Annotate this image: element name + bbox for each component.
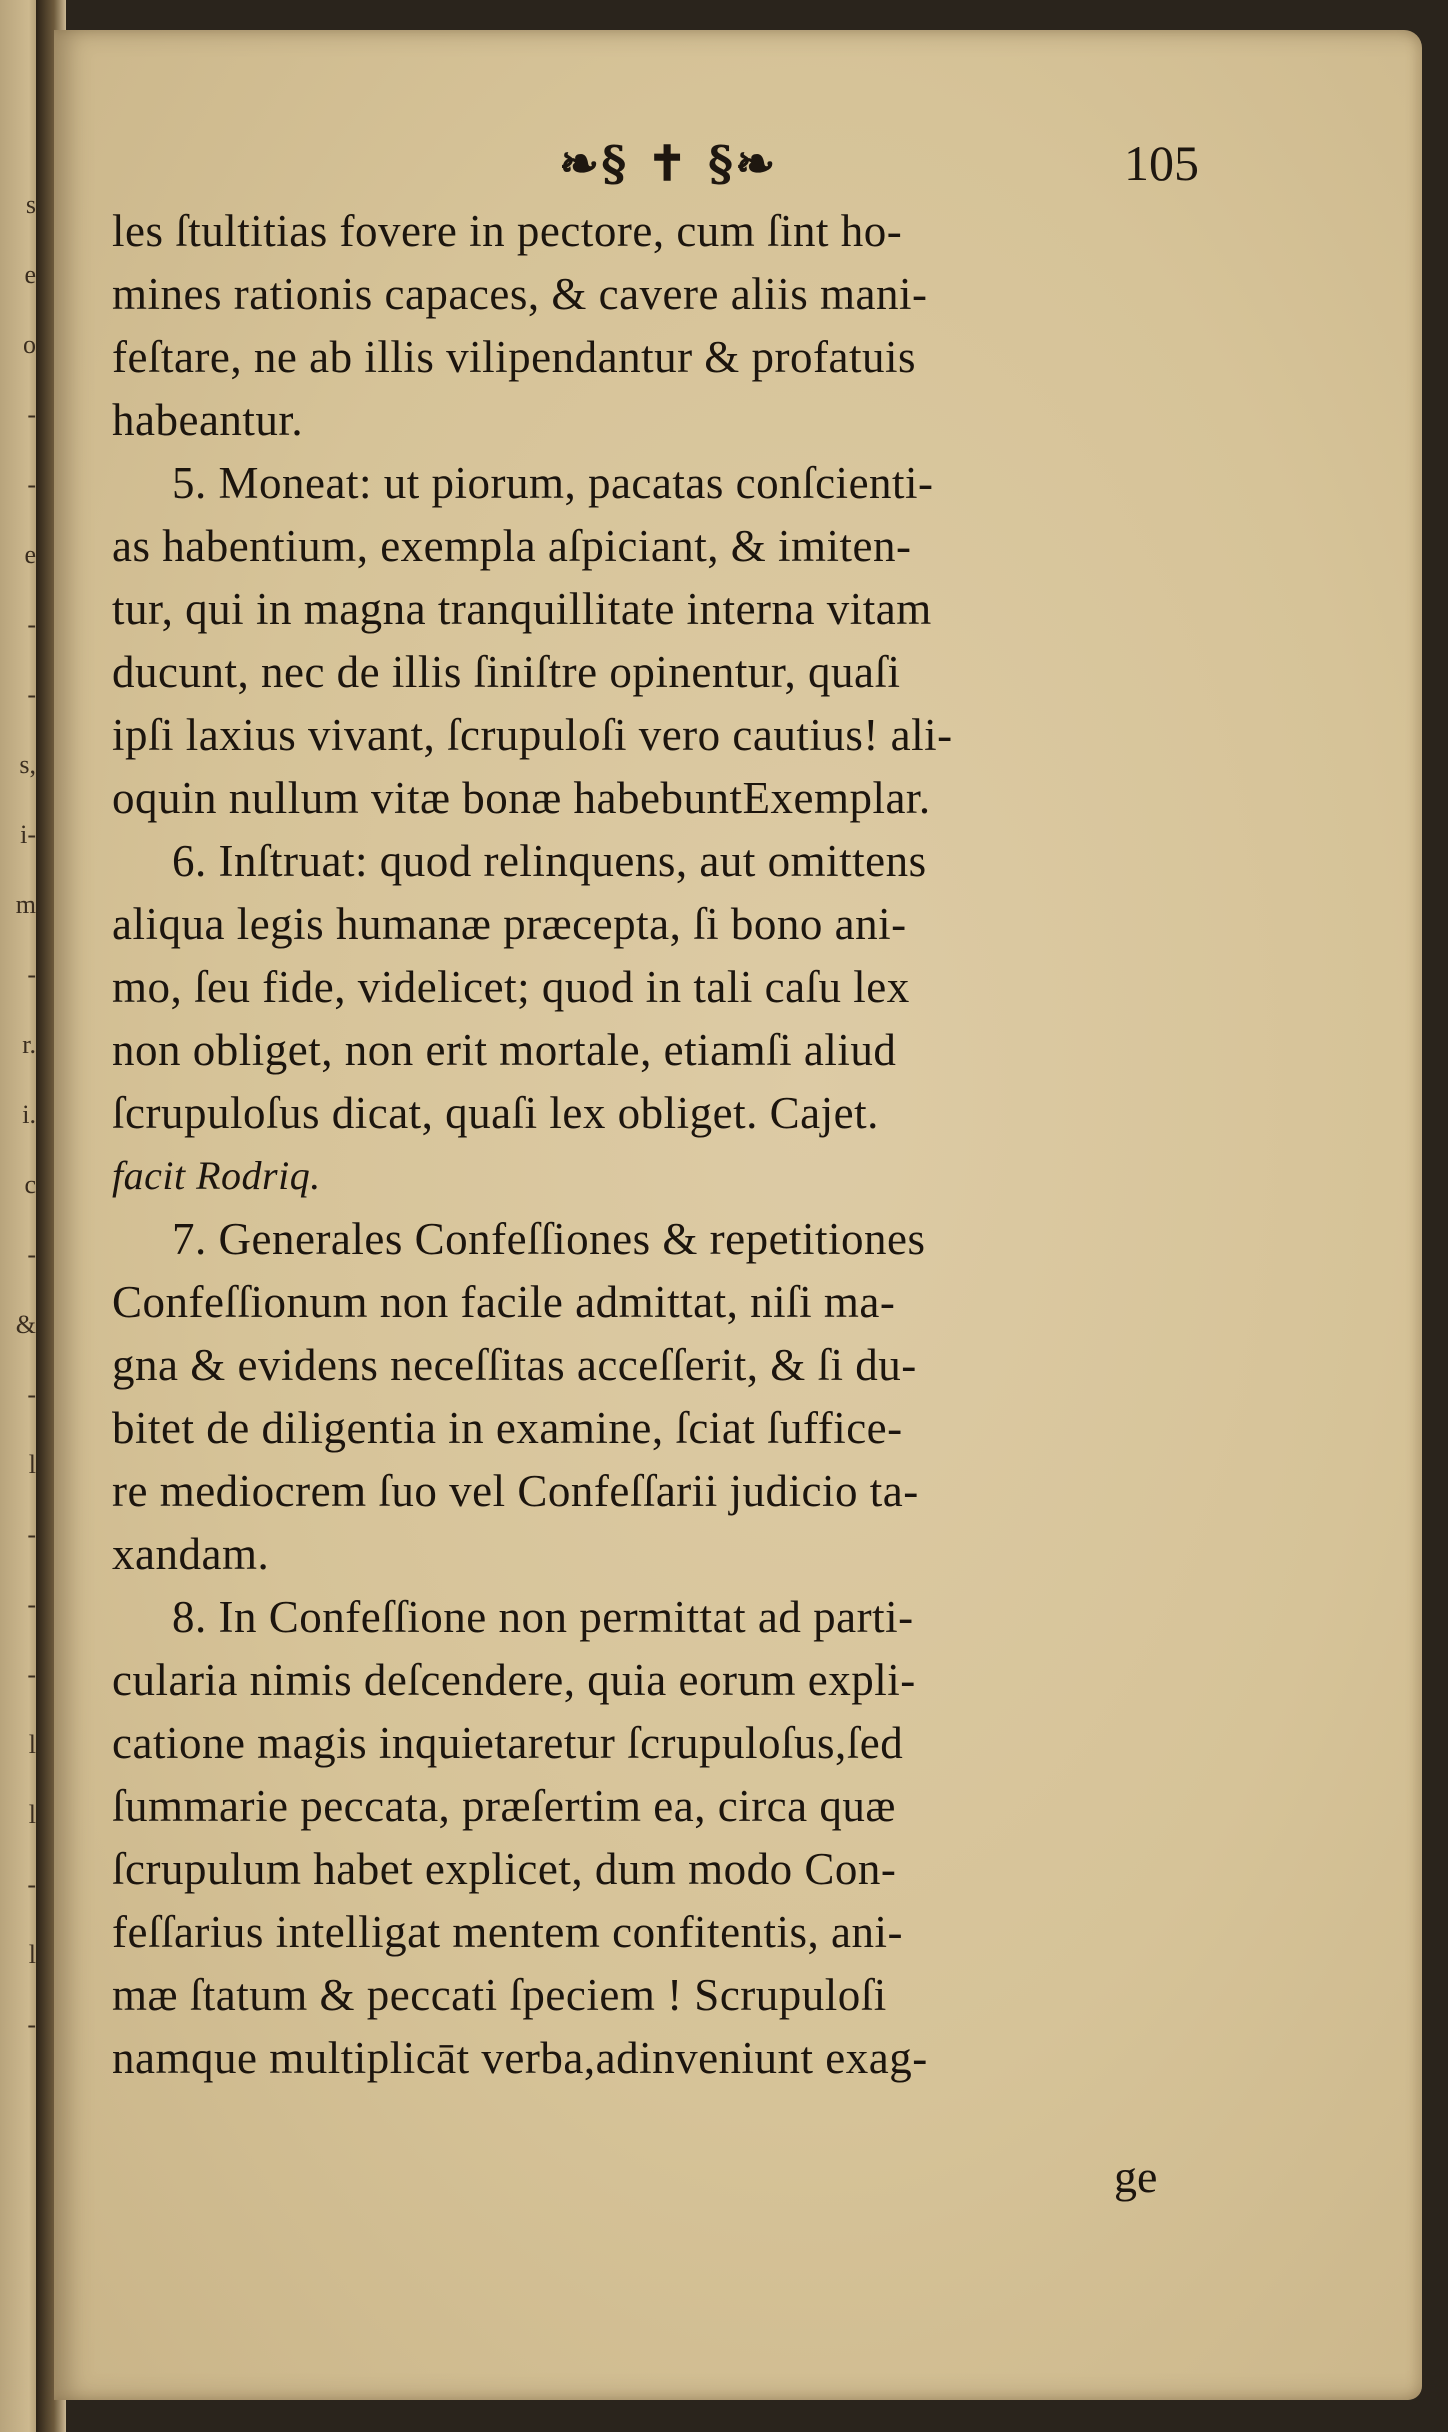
header-ornament: ❧§ ✝ §❧	[559, 136, 778, 192]
text-line: bitet de diligentia in examine, ſciat ſuffice-	[112, 1403, 903, 1453]
left-edge-char: -	[27, 680, 36, 709]
left-edge-char: l	[28, 1730, 36, 1759]
left-page-edge-characters	[0, 190, 40, 2080]
left-edge-char: -	[27, 1870, 36, 1899]
text-line: 6. Inſtruat: quod relinquens, aut omittens	[172, 836, 927, 886]
text-line: les ſtultitias fovere in pectore, cum ſint ho-	[112, 206, 903, 256]
text-line: Confeſſionum non facile admittat, niſi ma-	[112, 1277, 896, 1327]
left-edge-char: -	[27, 1240, 36, 1269]
text-line: feſtare, ne ab illis vilipendantur & profatuis	[112, 332, 917, 382]
left-edge-char: r.	[22, 1030, 36, 1059]
text-line: tur, qui in magna tranquillitate interna vitam	[112, 584, 932, 634]
left-edge-char: i-	[20, 820, 36, 849]
text-line: 5. Moneat: ut piorum, pacatas conſcienti-	[172, 458, 934, 508]
left-edge-char: -	[27, 1380, 36, 1409]
text-line: catione magis inquietaretur ſcrupuloſus,ſed	[112, 1718, 904, 1768]
catchword: ge	[1114, 2151, 1158, 2202]
text-line: mo, ſeu fide, videlicet; quod in tali caſu lex	[112, 962, 910, 1012]
left-edge-char: m	[15, 890, 36, 919]
text-line: mines rationis capaces, & cavere aliis mani-	[112, 269, 928, 319]
page-header	[54, 126, 1422, 196]
left-edge-char: o	[23, 330, 36, 359]
text-line: ducunt, nec de illis ſiniſtre opinentur, quaſi	[112, 647, 901, 697]
book-page	[54, 30, 1422, 2400]
text-line: 7. Generales Confeſſiones & repetitiones	[172, 1214, 926, 1264]
left-edge-char: -	[27, 2010, 36, 2039]
left-edge-char: -	[27, 960, 36, 989]
left-edge-char: -	[27, 1520, 36, 1549]
left-edge-char: -	[27, 400, 36, 429]
left-edge-char: s	[25, 190, 36, 219]
text-line: re mediocrem ſuo vel Confeſſarii judicio ta-	[112, 1466, 919, 1516]
left-edge-char: &	[15, 1310, 36, 1339]
text-line: cularia nimis deſcendere, quia eorum expli-	[112, 1655, 916, 1705]
text-line: habeantur.	[112, 395, 304, 445]
left-edge-char: l	[28, 1800, 36, 1829]
left-edge-char: -	[27, 1660, 36, 1689]
text-line: non obliget, non erit mortale, etiamſi aliud	[112, 1025, 897, 1075]
text-line: ipſi laxius vivant, ſcrupuloſi vero cautius! ali-	[112, 710, 953, 760]
text-line: namque multiplicāt verba,adinveniunt exag-	[112, 2033, 928, 2083]
text-line: aliqua legis humanæ præcepta, ſi bono ani-	[112, 899, 907, 949]
left-edge-char: e	[24, 260, 36, 289]
text-line: as habentium, exempla aſpiciant, & imiten-	[112, 521, 912, 571]
left-edge-char: i.	[22, 1100, 36, 1129]
left-edge-char: -	[27, 610, 36, 639]
left-edge-char: s,	[19, 750, 36, 779]
text-line: ſummarie peccata, præſertim ea, circa quæ	[112, 1781, 896, 1831]
text-line: mæ ſtatum & peccati ſpeciem ! Scrupuloſi	[112, 1970, 887, 2020]
left-edge-char: -	[27, 470, 36, 499]
text-line: ſcrupulum habet explicet, dum modo Con-	[112, 1844, 897, 1894]
text-line: gna & evidens neceſſitas acceſſerit, & ſi du-	[112, 1340, 917, 1390]
left-edge-char: c	[24, 1170, 36, 1199]
text-line: oquin nullum vitæ bonæ habebuntExemplar.	[112, 773, 931, 823]
left-edge-char: l	[28, 1940, 36, 1969]
left-edge-char: l	[28, 1450, 36, 1479]
text-line: facit Rodriq.	[112, 1153, 321, 1198]
left-edge-char: e	[24, 540, 36, 569]
text-line: 8. In Confeſſione non permittat ad parti-	[172, 1592, 914, 1642]
text-line: feſſarius intelligat mentem confitentis, ani-	[112, 1907, 904, 1957]
page-number: 105	[1124, 135, 1199, 191]
text-line: xandam.	[112, 1529, 270, 1579]
left-edge-char: -	[27, 1590, 36, 1619]
text-line: ſcrupuloſus dicat, quaſi lex obliget. Cajet.	[112, 1088, 879, 1138]
